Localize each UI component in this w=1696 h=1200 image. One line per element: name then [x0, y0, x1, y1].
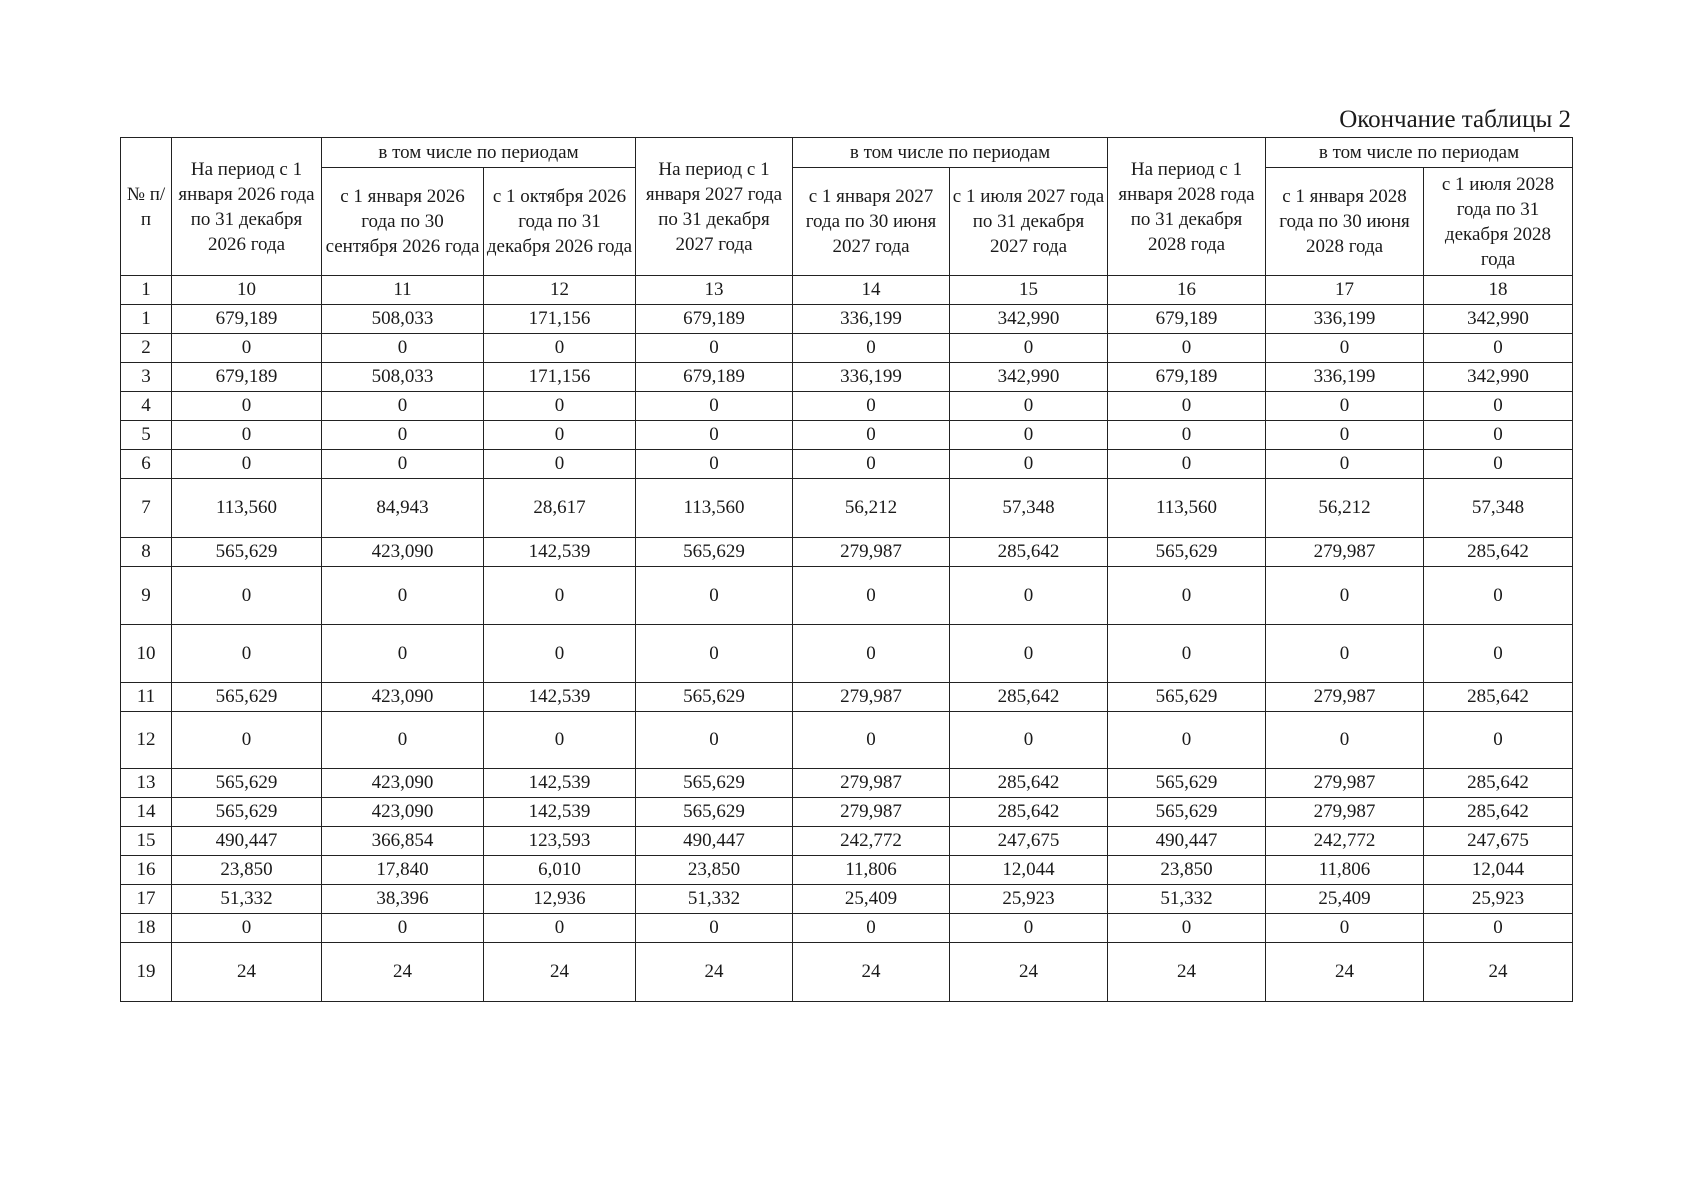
- table-cell: 24: [322, 943, 484, 1002]
- header-num: № п/п: [121, 138, 172, 276]
- table-cell: 28,617: [484, 479, 636, 538]
- table-cell: 171,156: [484, 305, 636, 334]
- table-cell: 285,642: [950, 798, 1108, 827]
- table-cell: 0: [636, 712, 793, 769]
- row-number-cell: 11: [121, 683, 172, 712]
- row-number-cell: 5: [121, 421, 172, 450]
- table-cell: 565,629: [636, 538, 793, 567]
- row-number-cell: 16: [121, 856, 172, 885]
- header-sub-2026-b: с 1 октября 2026 года по 31 декабря 2026 года: [484, 168, 636, 276]
- table-cell: 56,212: [793, 479, 950, 538]
- table-cell: 0: [793, 567, 950, 625]
- table-cell: 57,348: [950, 479, 1108, 538]
- table-cell: 0: [172, 450, 322, 479]
- table-row: [121, 712, 1573, 769]
- table-cell: 23,850: [172, 856, 322, 885]
- table-cell: 113,560: [1108, 479, 1266, 538]
- table-cell: 51,332: [1108, 885, 1266, 914]
- table-cell: 0: [172, 712, 322, 769]
- table-cell: 565,629: [172, 538, 322, 567]
- table-cell: 279,987: [793, 538, 950, 567]
- row-number-cell: 15: [121, 827, 172, 856]
- table-cell: 0: [322, 392, 484, 421]
- row-number-cell: 18: [121, 914, 172, 943]
- row-number-cell: 8: [121, 538, 172, 567]
- header-incl-2027: в том числе по периодам: [793, 138, 1108, 168]
- table-cell: 0: [1266, 334, 1424, 363]
- table-cell: 142,539: [484, 538, 636, 567]
- table-cell: 0: [950, 334, 1108, 363]
- table-cell: 342,990: [950, 363, 1108, 392]
- table-caption: Окончание таблицы 2: [1339, 106, 1571, 133]
- table-cell: 679,189: [1108, 363, 1266, 392]
- table-cell: 565,629: [1108, 538, 1266, 567]
- table-cell: 565,629: [636, 798, 793, 827]
- table-cell: 0: [1424, 450, 1573, 479]
- table-cell: 423,090: [322, 683, 484, 712]
- table-cell: 0: [1108, 450, 1266, 479]
- header-sub-2026-a: с 1 января 2026 года по 30 сентября 2026 года: [322, 168, 484, 276]
- table-cell: 565,629: [636, 683, 793, 712]
- table-cell: 0: [793, 712, 950, 769]
- table-cell: 679,189: [172, 363, 322, 392]
- data-table: [120, 137, 1573, 1002]
- table-row: [121, 827, 1573, 856]
- table-cell: 0: [1108, 914, 1266, 943]
- table-cell: 279,987: [793, 798, 950, 827]
- table-cell: 12,044: [1424, 856, 1573, 885]
- table-cell: 242,772: [1266, 827, 1424, 856]
- column-number: 1: [121, 276, 172, 305]
- table-cell: 0: [322, 567, 484, 625]
- table-cell: 0: [172, 392, 322, 421]
- table-cell: 242,772: [793, 827, 950, 856]
- table-cell: 113,560: [172, 479, 322, 538]
- table-row: [121, 885, 1573, 914]
- table-cell: 0: [1424, 421, 1573, 450]
- table-row: [121, 914, 1573, 943]
- table-cell: 171,156: [484, 363, 636, 392]
- table-cell: 285,642: [950, 769, 1108, 798]
- table-cell: 0: [793, 334, 950, 363]
- header-sub-2028-a: с 1 января 2028 года по 30 июня 2028 года: [1266, 168, 1424, 276]
- column-number: 14: [793, 276, 950, 305]
- table-cell: 565,629: [172, 683, 322, 712]
- column-number: 11: [322, 276, 484, 305]
- table-row: [121, 538, 1573, 567]
- table-cell: 24: [793, 943, 950, 1002]
- table-cell: 565,629: [172, 769, 322, 798]
- table-cell: 0: [172, 421, 322, 450]
- row-number-cell: 12: [121, 712, 172, 769]
- table-cell: 285,642: [950, 683, 1108, 712]
- table-cell: 366,854: [322, 827, 484, 856]
- table-cell: 0: [636, 392, 793, 421]
- table-cell: 0: [950, 450, 1108, 479]
- table-cell: 565,629: [1108, 769, 1266, 798]
- table-cell: 11,806: [793, 856, 950, 885]
- table-cell: 51,332: [636, 885, 793, 914]
- table-cell: 25,409: [793, 885, 950, 914]
- table-cell: 56,212: [1266, 479, 1424, 538]
- table-row: [121, 769, 1573, 798]
- table-cell: 0: [950, 625, 1108, 683]
- table-cell: 0: [1424, 334, 1573, 363]
- table-cell: 0: [484, 712, 636, 769]
- table-cell: 0: [1266, 421, 1424, 450]
- table-cell: 565,629: [1108, 798, 1266, 827]
- table-cell: 423,090: [322, 769, 484, 798]
- table-cell: 23,850: [636, 856, 793, 885]
- table-cell: 279,987: [1266, 798, 1424, 827]
- row-number-cell: 7: [121, 479, 172, 538]
- table-cell: 25,923: [950, 885, 1108, 914]
- table-cell: 23,850: [1108, 856, 1266, 885]
- table-cell: 0: [636, 914, 793, 943]
- table-cell: 84,943: [322, 479, 484, 538]
- table-cell: 0: [322, 334, 484, 363]
- row-number-cell: 4: [121, 392, 172, 421]
- table-cell: 336,199: [1266, 363, 1424, 392]
- row-number-cell: 10: [121, 625, 172, 683]
- table-cell: 0: [636, 567, 793, 625]
- table-cell: 11,806: [1266, 856, 1424, 885]
- table-cell: 25,409: [1266, 885, 1424, 914]
- table-cell: 0: [172, 567, 322, 625]
- table-cell: 0: [484, 334, 636, 363]
- table-cell: 24: [484, 943, 636, 1002]
- table-cell: 423,090: [322, 798, 484, 827]
- table-cell: 0: [636, 334, 793, 363]
- table-cell: 285,642: [1424, 683, 1573, 712]
- table-cell: 679,189: [636, 363, 793, 392]
- table-cell: 679,189: [172, 305, 322, 334]
- table-cell: 0: [950, 567, 1108, 625]
- table-cell: 24: [1424, 943, 1573, 1002]
- table-cell: 0: [793, 421, 950, 450]
- table-cell: 0: [484, 421, 636, 450]
- column-number-row: [121, 276, 1573, 305]
- table-cell: 0: [1424, 712, 1573, 769]
- table-cell: 279,987: [793, 769, 950, 798]
- table-cell: 342,990: [1424, 363, 1573, 392]
- header-sub-2027-a: с 1 января 2027 года по 30 июня 2027 года: [793, 168, 950, 276]
- table-cell: 0: [322, 625, 484, 683]
- table-cell: 336,199: [1266, 305, 1424, 334]
- row-number-cell: 2: [121, 334, 172, 363]
- table-cell: 6,010: [484, 856, 636, 885]
- table-cell: 423,090: [322, 538, 484, 567]
- table-cell: 142,539: [484, 769, 636, 798]
- header-period-2028: На период с 1 января 2028 года по 31 декабря 2028 года: [1108, 138, 1266, 276]
- row-number-cell: 6: [121, 450, 172, 479]
- table-cell: 0: [793, 914, 950, 943]
- column-number: 16: [1108, 276, 1266, 305]
- table-cell: 38,396: [322, 885, 484, 914]
- table-row: [121, 450, 1573, 479]
- row-number-cell: 1: [121, 305, 172, 334]
- table-cell: 279,987: [1266, 538, 1424, 567]
- table-cell: 142,539: [484, 798, 636, 827]
- table-cell: 113,560: [636, 479, 793, 538]
- table-cell: 336,199: [793, 363, 950, 392]
- table-cell: 0: [1424, 567, 1573, 625]
- column-number: 15: [950, 276, 1108, 305]
- table-cell: 0: [1266, 567, 1424, 625]
- table-cell: 24: [636, 943, 793, 1002]
- table-row: [121, 479, 1573, 538]
- table-row: [121, 567, 1573, 625]
- table-cell: 0: [793, 450, 950, 479]
- table-row: [121, 625, 1573, 683]
- header-sub-2027-b: с 1 июля 2027 года по 31 декабря 2027 года: [950, 168, 1108, 276]
- table-cell: 0: [1108, 567, 1266, 625]
- table-cell: 0: [1424, 914, 1573, 943]
- table-cell: 0: [1108, 421, 1266, 450]
- table-cell: 679,189: [636, 305, 793, 334]
- table-row: [121, 798, 1573, 827]
- table-cell: 0: [172, 334, 322, 363]
- table-cell: 51,332: [172, 885, 322, 914]
- table-cell: 0: [1108, 392, 1266, 421]
- table-cell: 0: [793, 392, 950, 421]
- table-cell: 342,990: [1424, 305, 1573, 334]
- table-cell: 57,348: [1424, 479, 1573, 538]
- table-cell: 0: [322, 450, 484, 479]
- row-number-cell: 9: [121, 567, 172, 625]
- table-cell: 565,629: [636, 769, 793, 798]
- table-cell: 0: [950, 392, 1108, 421]
- table-cell: 0: [172, 625, 322, 683]
- table-row: [121, 334, 1573, 363]
- table-cell: 247,675: [950, 827, 1108, 856]
- table-row: [121, 421, 1573, 450]
- table-cell: 0: [322, 421, 484, 450]
- row-number-cell: 14: [121, 798, 172, 827]
- column-number: 10: [172, 276, 322, 305]
- table-cell: 12,936: [484, 885, 636, 914]
- table-cell: 24: [950, 943, 1108, 1002]
- table-cell: 342,990: [950, 305, 1108, 334]
- table-cell: 0: [1266, 712, 1424, 769]
- table-cell: 508,033: [322, 363, 484, 392]
- table-cell: 247,675: [1424, 827, 1573, 856]
- table-cell: 285,642: [1424, 538, 1573, 567]
- table-row: [121, 856, 1573, 885]
- table-cell: 285,642: [1424, 798, 1573, 827]
- header-sub-2028-b: с 1 июля 2028 года по 31 декабря 2028 года: [1424, 168, 1573, 276]
- row-number-cell: 3: [121, 363, 172, 392]
- table-row: [121, 363, 1573, 392]
- header-incl-2026: в том числе по периодам: [322, 138, 636, 168]
- table-cell: 0: [1108, 712, 1266, 769]
- table-cell: 0: [1108, 625, 1266, 683]
- table-cell: 0: [484, 914, 636, 943]
- table-cell: 0: [950, 914, 1108, 943]
- table-cell: 0: [1266, 625, 1424, 683]
- table-cell: 0: [484, 625, 636, 683]
- column-number: 17: [1266, 276, 1424, 305]
- row-number-cell: 13: [121, 769, 172, 798]
- table-cell: 0: [1266, 450, 1424, 479]
- table-cell: 24: [1266, 943, 1424, 1002]
- table-cell: 490,447: [172, 827, 322, 856]
- table-cell: 0: [950, 421, 1108, 450]
- table-cell: 279,987: [1266, 769, 1424, 798]
- table-cell: 508,033: [322, 305, 484, 334]
- column-number: 13: [636, 276, 793, 305]
- table-cell: 490,447: [636, 827, 793, 856]
- table-cell: 565,629: [1108, 683, 1266, 712]
- table-body: [121, 276, 1573, 1002]
- table-cell: 0: [1108, 334, 1266, 363]
- table-row: [121, 683, 1573, 712]
- column-number: 12: [484, 276, 636, 305]
- table-cell: 24: [1108, 943, 1266, 1002]
- table-cell: 12,044: [950, 856, 1108, 885]
- table-row: [121, 943, 1573, 1002]
- table-cell: 25,923: [1424, 885, 1573, 914]
- table-cell: 0: [1424, 392, 1573, 421]
- table-cell: 24: [172, 943, 322, 1002]
- table-cell: 0: [636, 421, 793, 450]
- table-cell: 0: [636, 450, 793, 479]
- table-cell: 0: [793, 625, 950, 683]
- table-cell: 17,840: [322, 856, 484, 885]
- table-cell: 0: [1266, 914, 1424, 943]
- table-cell: 285,642: [950, 538, 1108, 567]
- table-cell: 0: [322, 914, 484, 943]
- table-cell: 279,987: [1266, 683, 1424, 712]
- table-cell: 490,447: [1108, 827, 1266, 856]
- header-period-2027: На период с 1 января 2027 года по 31 декабря 2027 года: [636, 138, 793, 276]
- table-row: [121, 305, 1573, 334]
- table-cell: 142,539: [484, 683, 636, 712]
- table-cell: 565,629: [172, 798, 322, 827]
- table-cell: 0: [636, 625, 793, 683]
- header-incl-2028: в том числе по периодам: [1266, 138, 1573, 168]
- header-period-2026: На период с 1 января 2026 года по 31 декабря 2026 года: [172, 138, 322, 276]
- table-cell: 0: [484, 567, 636, 625]
- column-number: 18: [1424, 276, 1573, 305]
- table-cell: 279,987: [793, 683, 950, 712]
- row-number-cell: 19: [121, 943, 172, 1002]
- table-cell: 0: [484, 450, 636, 479]
- table-cell: 0: [322, 712, 484, 769]
- table-cell: 0: [172, 914, 322, 943]
- table-cell: 336,199: [793, 305, 950, 334]
- table-row: [121, 392, 1573, 421]
- table-cell: 0: [484, 392, 636, 421]
- table-cell: 0: [1424, 625, 1573, 683]
- table-cell: 0: [1266, 392, 1424, 421]
- table-cell: 285,642: [1424, 769, 1573, 798]
- table-cell: 123,593: [484, 827, 636, 856]
- table-cell: 0: [950, 712, 1108, 769]
- table-cell: 679,189: [1108, 305, 1266, 334]
- row-number-cell: 17: [121, 885, 172, 914]
